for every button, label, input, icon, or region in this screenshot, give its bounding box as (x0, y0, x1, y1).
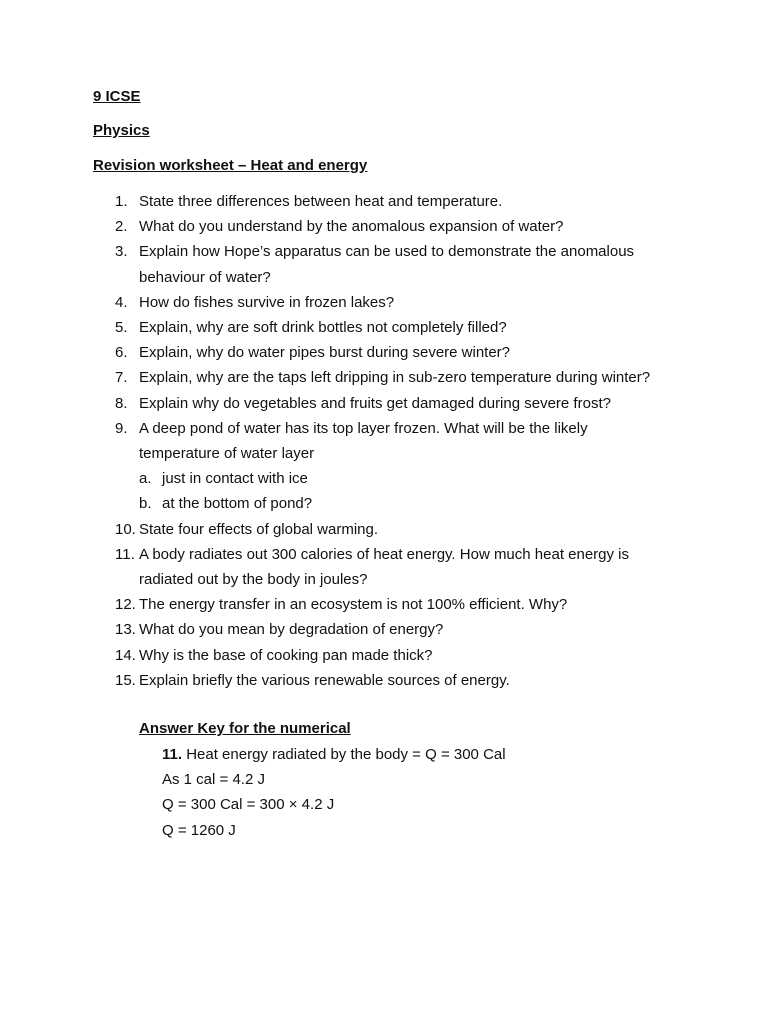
question-number: 6. (115, 344, 128, 362)
question-text: A deep pond of water has its top layer frozen. What will be the likely (139, 419, 588, 437)
question-number: 12. (115, 596, 136, 614)
question-text: Explain, why are the taps left dripping in sub-zero temperature during winter? (139, 369, 651, 387)
question-text: Explain briefly the various renewable sources of energy. (139, 671, 510, 689)
question-item (115, 315, 735, 340)
question-number: 8. (115, 394, 128, 412)
question-text: Explain why do vegetables and fruits get damaged during severe frost? (139, 394, 611, 412)
question-number: 3. (115, 243, 128, 261)
sub-question-list (139, 466, 735, 516)
question-text: State three differences between heat and temperature. (139, 193, 503, 210)
question-item (115, 592, 735, 617)
question-text: What do you understand by the anomalous expansion of water? (139, 218, 564, 236)
question-number: 9. (115, 419, 128, 437)
question-item (115, 643, 735, 668)
question-number: 14. (115, 646, 136, 664)
answer-line: Q = 300 Cal = 300 × 4.2 J (162, 796, 335, 814)
worksheet-title: Revision worksheet – Heat and energy (93, 157, 368, 174)
answer-key-title: Answer Key for the numerical (139, 720, 351, 737)
sub-question-label: a. (139, 470, 152, 488)
sub-question-text: just in contact with ice (162, 470, 308, 488)
question-item (115, 239, 735, 289)
question-text: Explain, why do water pipes burst during severe winter? (139, 344, 511, 362)
answer-line: Q = 1260 J (162, 821, 236, 839)
question-item (115, 290, 735, 315)
sub-question-item (139, 491, 735, 516)
sub-question-label: b. (139, 495, 152, 513)
question-item (115, 365, 735, 390)
question-number: 4. (115, 293, 128, 311)
question-text: Explain, why are soft drink bottles not completely filled? (139, 319, 507, 337)
question-number: 11. (115, 545, 135, 563)
question-text: radiated out by the body in joules? (139, 571, 368, 589)
question-number: 1. (115, 193, 128, 210)
question-text: Explain how Hope’s apparatus can be used to demonstrate the anomalous (139, 243, 635, 261)
answer-key-block (162, 742, 506, 843)
question-text: behaviour of water? (139, 268, 271, 286)
question-item (115, 416, 735, 517)
question-text: How do fishes survive in frozen lakes? (139, 293, 395, 311)
sub-question-item (139, 466, 735, 491)
question-text: A body radiates out 300 calories of heat energy. How much heat energy is (139, 545, 630, 563)
subject-heading: Physics (93, 122, 150, 139)
question-text: temperature of water layer (139, 445, 315, 463)
question-item (115, 340, 735, 365)
question-item (115, 668, 735, 693)
question-item (115, 617, 735, 642)
question-text: What do you mean by degradation of energy? (139, 621, 444, 639)
question-item (115, 214, 735, 239)
answer-line: As 1 cal = 4.2 J (162, 771, 265, 789)
question-text: State four effects of global warming. (139, 520, 379, 538)
question-item (115, 517, 735, 542)
answer-question-label: 11. (162, 746, 183, 763)
answer-text: Heat energy radiated by the body = Q = 300 Cal (182, 746, 506, 763)
question-number: 13. (115, 621, 136, 639)
question-number: 15. (115, 671, 136, 689)
grade-heading: 9 ICSE (93, 88, 141, 105)
question-item (115, 189, 735, 214)
question-number: 2. (115, 218, 128, 236)
question-text: The energy transfer in an ecosystem is not 100% efficient. Why? (139, 596, 568, 614)
question-number: 10. (115, 520, 136, 538)
sub-question-text: at the bottom of pond? (162, 495, 313, 513)
question-item (115, 542, 735, 592)
question-item (115, 391, 735, 416)
question-text: Why is the base of cooking pan made thick? (139, 646, 433, 664)
question-list (115, 189, 735, 693)
question-number: 7. (115, 369, 128, 387)
question-number: 5. (115, 319, 128, 337)
answer-line (162, 742, 506, 767)
